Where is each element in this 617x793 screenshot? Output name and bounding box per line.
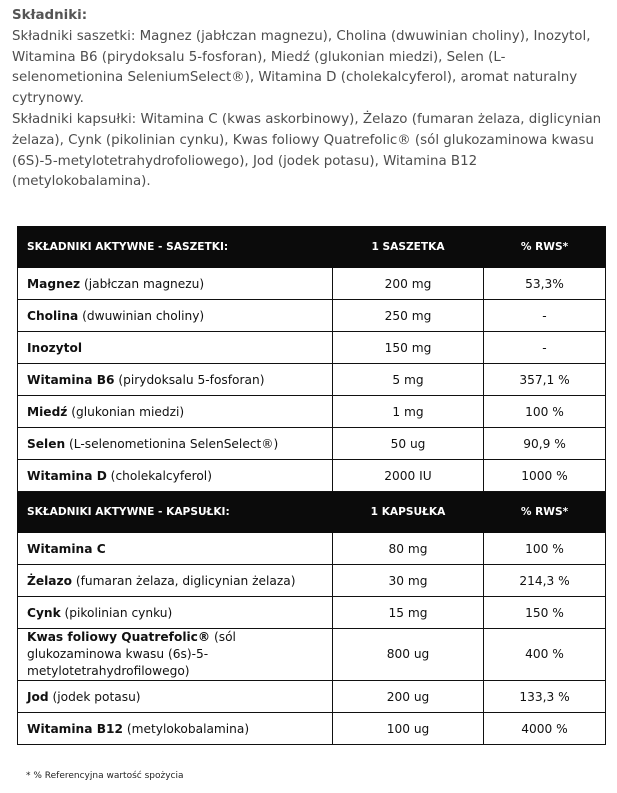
ingredient-name: Magnez (27, 276, 81, 291)
sachet-header-row (18, 227, 606, 268)
amount-cell: 15 mg (333, 597, 484, 629)
amount-cell: 150 mg (333, 332, 484, 364)
ingredient-desc: (jabłczan magnezu) (80, 276, 205, 291)
ingredient-cell (18, 332, 333, 364)
amount-cell: 1 mg (333, 396, 484, 428)
table-row (18, 332, 606, 364)
nutrition-table (17, 226, 606, 745)
capsule-header-row (18, 492, 606, 533)
table-row (18, 460, 606, 492)
footnote: * % Referencyjna wartość spożycia (26, 771, 184, 781)
ingredient-desc: (glukonian miedzi) (67, 404, 185, 419)
ingredients-heading: Składniki: (12, 8, 88, 23)
rws-cell: 133,3 % (484, 681, 606, 713)
rws-cell: - (484, 300, 606, 332)
ingredient-cell (18, 460, 333, 492)
ingredient-cell (18, 629, 333, 681)
capsule-header-amount: 1 KAPSUŁKA (333, 492, 484, 533)
amount-cell: 30 mg (333, 565, 484, 597)
amount-cell: 5 mg (333, 364, 484, 396)
ingredient-cell (18, 268, 333, 300)
amount-cell: 100 ug (333, 713, 484, 745)
sachet-ingredients-text: Składniki saszetki: Magnez (jabłczan magnezu), Cholina (dwuwinian choliny), Inozytol, Witamina B6 (pirydoksalu 5-fosforan), Miedź (glukonian miedzi), Selen (L-selenometionina SeleniumSelect®), Witamina D (cholekalcyferol), aromat naturalny cytrynowy. (12, 28, 591, 107)
amount-cell: 800 ug (333, 629, 484, 681)
amount-cell: 200 ug (333, 681, 484, 713)
rws-cell: 53,3% (484, 268, 606, 300)
table-row (18, 533, 606, 565)
ingredient-cell (18, 300, 333, 332)
rws-cell: 100 % (484, 533, 606, 565)
amount-cell: 80 mg (333, 533, 484, 565)
ingredient-name: Cynk (27, 605, 61, 620)
rws-cell: 1000 % (484, 460, 606, 492)
ingredient-desc: (cholekalcyferol) (106, 468, 212, 483)
ingredient-name: Cholina (27, 308, 79, 323)
ingredient-desc: (jodek potasu) (48, 689, 141, 704)
ingredient-desc: (L-selenometionina SelenSelect®) (65, 436, 279, 451)
ingredient-desc: (metylokobalamina) (122, 721, 250, 736)
ingredient-cell (18, 364, 333, 396)
ingredient-name: Witamina C (27, 541, 106, 556)
ingredient-cell (18, 597, 333, 629)
ingredient-cell (18, 533, 333, 565)
ingredient-name: Witamina B6 (27, 372, 115, 387)
ingredient-name: Miedź (27, 404, 68, 419)
ingredient-desc: (fumaran żelaza, diglicynian żelaza) (71, 573, 296, 588)
ingredient-name: Kwas foliowy Quatrefolic® (27, 630, 211, 644)
table-row (18, 268, 606, 300)
sachet-header-name: SKŁADNIKI AKTYWNE - SASZETKI: (18, 227, 333, 268)
rws-cell: 150 % (484, 597, 606, 629)
capsule-header-name: SKŁADNIKI AKTYWNE - KAPSUŁKI: (18, 492, 333, 533)
ingredient-cell (18, 565, 333, 597)
sachet-header-amount: 1 SASZETKA (333, 227, 484, 268)
table-row (18, 681, 606, 713)
table-row (18, 364, 606, 396)
ingredient-name: Żelazo (27, 573, 72, 588)
ingredient-desc: (pikolinian cynku) (60, 605, 173, 620)
ingredient-cell (18, 681, 333, 713)
table-row (18, 713, 606, 745)
ingredient-desc: (dwuwinian choliny) (78, 308, 205, 323)
table-row (18, 597, 606, 629)
ingredients-intro (12, 6, 608, 193)
ingredient-desc: (sól glukozaminowa kwasu (6s)-5-metylotetrahydrofilowego) (27, 630, 236, 678)
amount-cell: 250 mg (333, 300, 484, 332)
table-row (18, 396, 606, 428)
table-row (18, 300, 606, 332)
ingredient-cell (18, 713, 333, 745)
rws-cell: 400 % (484, 629, 606, 681)
rws-cell: 100 % (484, 396, 606, 428)
nutrition-table-body (18, 227, 606, 745)
amount-cell: 50 ug (333, 428, 484, 460)
ingredient-desc: (pirydoksalu 5-fosforan) (114, 372, 265, 387)
sachet-header-rws: % RWS* (484, 227, 606, 268)
ingredient-cell (18, 396, 333, 428)
ingredient-name: Witamina D (27, 468, 107, 483)
table-row (18, 428, 606, 460)
ingredient-name: Jod (27, 689, 49, 704)
rws-cell: 90,9 % (484, 428, 606, 460)
ingredient-name: Witamina B12 (27, 721, 123, 736)
rws-cell: 214,3 % (484, 565, 606, 597)
ingredient-cell (18, 428, 333, 460)
rws-cell: - (484, 332, 606, 364)
capsule-header-rws: % RWS* (484, 492, 606, 533)
ingredient-name: Inozytol (27, 340, 82, 355)
capsule-ingredients-text: Składniki kapsułki: Witamina C (kwas askorbinowy), Żelazo (fumaran żelaza, diglicynian żelaza), Cynk (pikolinian cynku), Kwas foliowy Quatrefolic® (sól glukozaminowa kwasu (6S)-5-metylotetrahydrofoliowego), Jod (jodek potasu), Witamina B12 (metylokobalamina). (12, 111, 602, 190)
amount-cell: 200 mg (333, 268, 484, 300)
rws-cell: 357,1 % (484, 364, 606, 396)
rws-cell: 4000 % (484, 713, 606, 745)
table-row (18, 629, 606, 681)
amount-cell: 2000 IU (333, 460, 484, 492)
ingredient-name: Selen (27, 436, 66, 451)
table-row (18, 565, 606, 597)
